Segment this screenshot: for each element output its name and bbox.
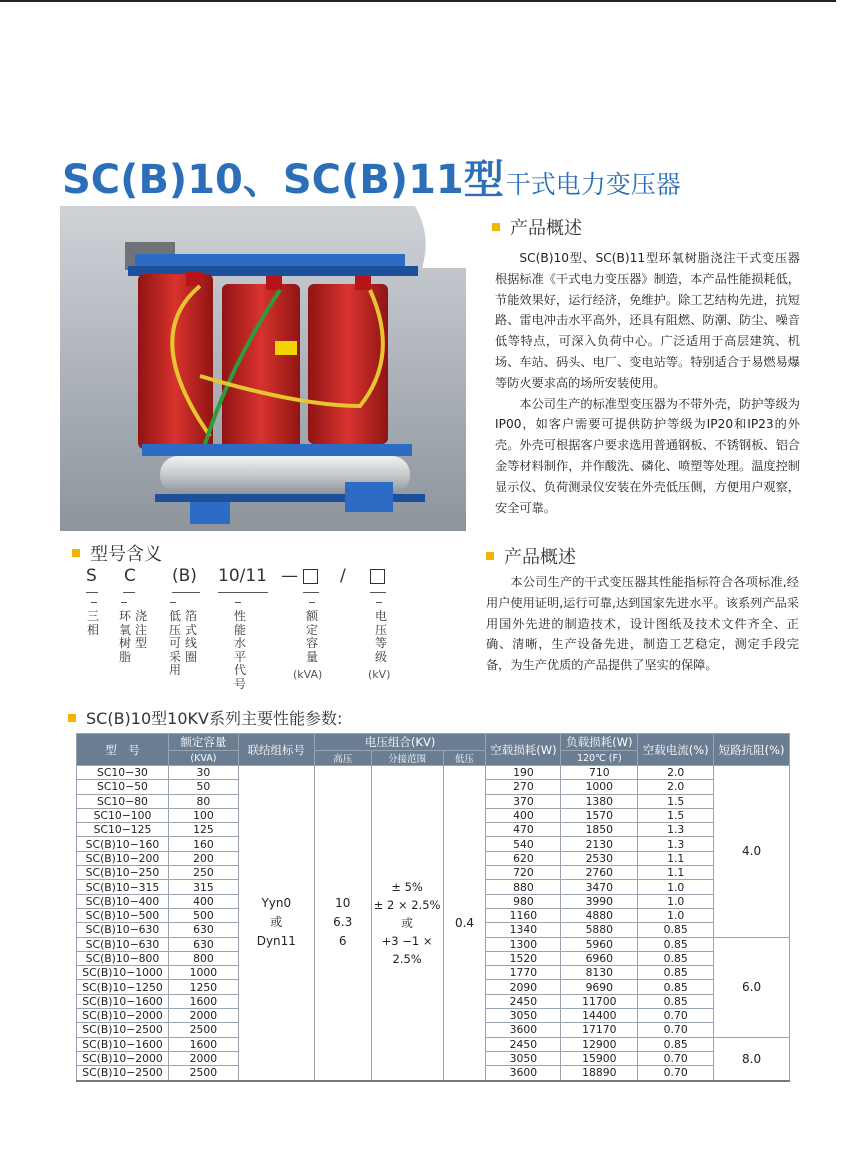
dash-line — [303, 592, 319, 593]
dash-line — [123, 592, 135, 593]
cell-noload: 400 — [486, 808, 561, 822]
cell-model: SC10−100 — [77, 808, 169, 822]
cell-noload: 2090 — [486, 980, 561, 994]
cell-model: SC(B)10−2500 — [77, 1066, 169, 1081]
tap-line: ± 2 × 2.5% — [373, 897, 441, 912]
group-line: 或 — [270, 915, 283, 930]
hv-line: 6 — [338, 934, 347, 949]
col-load: 负载损耗(W) — [561, 734, 638, 751]
cell-noload: 720 — [486, 866, 561, 880]
bullet-square-icon — [492, 223, 500, 231]
cell-capacity: 1250 — [168, 980, 238, 994]
model-perf: 10/11 — [218, 566, 267, 586]
cell-noload: 370 — [486, 794, 561, 808]
cell-current: 1.3 — [638, 837, 714, 851]
cell-model: SC10−125 — [77, 823, 169, 837]
bullet-square-icon — [68, 714, 76, 722]
cell-capacity: 160 — [168, 837, 238, 851]
cell-hv — [314, 766, 371, 1081]
table-heading: SC(B)10型10KV系列主要性能参数: — [68, 706, 342, 729]
cell-load: 18890 — [561, 1066, 638, 1081]
model-c: C — [124, 566, 136, 586]
cell-current: 1.0 — [638, 894, 714, 908]
dash-line — [370, 592, 386, 593]
label-capacity: 额定容量 — [305, 609, 318, 664]
tap-line: 或 — [401, 915, 413, 930]
cell-noload: 3050 — [486, 1009, 561, 1023]
cell-load: 2760 — [561, 866, 638, 880]
tick-line — [235, 602, 241, 603]
tick-line — [376, 602, 382, 603]
col-load-sub: 120℃ (F) — [561, 751, 638, 766]
label-foil-coil: 箔式线圈 — [184, 609, 197, 664]
cell-load: 3990 — [561, 894, 638, 908]
cell-model: SC(B)10−1600 — [77, 1037, 169, 1051]
cell-load: 8130 — [561, 966, 638, 980]
cell-current: 0.85 — [638, 937, 714, 951]
cell-capacity: 2000 — [168, 1051, 238, 1065]
cell-model: SC(B)10−500 — [77, 908, 169, 922]
overview1-text — [495, 248, 800, 518]
cell-model: SC(B)10−400 — [77, 894, 169, 908]
hv-line: 6.3 — [333, 915, 353, 930]
cell-current: 0.70 — [638, 1009, 714, 1023]
cell-load: 6960 — [561, 951, 638, 965]
tap-line: +3 −1 × 2.5% — [381, 933, 433, 966]
table-body — [77, 766, 790, 1081]
cell-noload: 3600 — [486, 1023, 561, 1037]
col-group: 联结组标号 — [238, 734, 314, 766]
cell-capacity: 2500 — [168, 1066, 238, 1081]
hv-line: 10 — [335, 896, 351, 911]
col-current: 空载电流(%) — [638, 734, 714, 766]
cell-current: 0.70 — [638, 1023, 714, 1037]
cell-current: 0.85 — [638, 951, 714, 965]
spec-table — [76, 733, 790, 1082]
label-voltage-unit: (kV) — [368, 668, 391, 681]
cell-model: SC(B)10−200 — [77, 851, 169, 865]
top-rule — [0, 0, 836, 2]
cell-model: SC(B)10−160 — [77, 837, 169, 851]
cell-capacity: 500 — [168, 908, 238, 922]
cell-model: SC(B)10−1000 — [77, 966, 169, 980]
col-hv: 高压 — [314, 751, 371, 766]
cell-current: 1.0 — [638, 908, 714, 922]
label-voltage: 电压等级 — [374, 609, 387, 664]
cell-capacity: 250 — [168, 866, 238, 880]
page-title — [62, 148, 681, 205]
cell-load: 4880 — [561, 908, 638, 922]
cell-noload: 2450 — [486, 1037, 561, 1051]
col-voltage: 电压组合(KV) — [314, 734, 486, 751]
cell-noload: 540 — [486, 837, 561, 851]
cell-noload: 270 — [486, 780, 561, 794]
cell-load: 5960 — [561, 937, 638, 951]
overview2-heading: 产品概述 — [486, 543, 576, 569]
bullet-square-icon — [72, 549, 80, 557]
cell-model: SC(B)10−315 — [77, 880, 169, 894]
cell-load: 11700 — [561, 994, 638, 1008]
cell-capacity: 2000 — [168, 1009, 238, 1023]
cell-capacity: 2500 — [168, 1023, 238, 1037]
cell-model: SC(B)10−250 — [77, 866, 169, 880]
model-b: (B) — [172, 566, 197, 586]
tap-line: ± 5% — [391, 879, 423, 894]
cell-noload: 3050 — [486, 1051, 561, 1065]
cell-model: SC10−30 — [77, 766, 169, 780]
dash-line — [86, 592, 98, 593]
cell-current: 0.85 — [638, 994, 714, 1008]
cell-capacity: 1600 — [168, 994, 238, 1008]
label-three-phase: 三相 — [86, 609, 99, 637]
cell-current: 0.85 — [638, 966, 714, 980]
model-voltage-box — [370, 569, 385, 589]
label-performance: 性能水平代号 — [233, 609, 246, 691]
cell-capacity: 50 — [168, 780, 238, 794]
model-capacity-box — [303, 569, 318, 589]
model-heading: 型号含义 — [72, 540, 162, 566]
cell-noload: 3600 — [486, 1066, 561, 1081]
cell-noload: 1340 — [486, 923, 561, 937]
cell-noload: 880 — [486, 880, 561, 894]
tick-line — [121, 602, 127, 603]
cell-model: SC10−50 — [77, 780, 169, 794]
overview1-heading: 产品概述 — [492, 214, 582, 240]
cell-load: 14400 — [561, 1009, 638, 1023]
cell-capacity: 80 — [168, 794, 238, 808]
cell-capacity: 30 — [168, 766, 238, 780]
model-s: S — [86, 566, 97, 586]
title-sub: 干式电力变压器 — [505, 170, 681, 199]
col-capacity-unit: (KVA) — [168, 751, 238, 766]
cell-current: 1.0 — [638, 880, 714, 894]
cell-load: 1380 — [561, 794, 638, 808]
cell-current: 1.5 — [638, 808, 714, 822]
cell-capacity: 400 — [168, 894, 238, 908]
cell-model: SC(B)10−2000 — [77, 1051, 169, 1065]
dash-line — [172, 592, 200, 593]
cell-load: 2530 — [561, 851, 638, 865]
cell-tap — [371, 766, 443, 1081]
cell-impedance: 4.0 — [714, 766, 790, 938]
cell-current: 0.85 — [638, 980, 714, 994]
cell-capacity: 315 — [168, 880, 238, 894]
cell-current: 1.5 — [638, 794, 714, 808]
cell-lv: 0.4 — [443, 766, 486, 1081]
col-impedance: 短路抗阻(%) — [714, 734, 790, 766]
group-line: Dyn11 — [256, 934, 296, 949]
cell-noload: 1160 — [486, 908, 561, 922]
cell-noload: 1520 — [486, 951, 561, 965]
cell-current: 2.0 — [638, 766, 714, 780]
group-line: Yyn0 — [261, 896, 292, 911]
cell-current: 1.1 — [638, 866, 714, 880]
cell-capacity: 100 — [168, 808, 238, 822]
label-low-voltage: 低压可采用 — [168, 609, 181, 677]
table-row — [77, 766, 790, 780]
col-lv: 低压 — [443, 751, 486, 766]
cell-noload: 1770 — [486, 966, 561, 980]
cell-model: SC(B)10−1600 — [77, 994, 169, 1008]
title-main: SC(B)10、SC(B)11型 — [62, 157, 504, 203]
cell-load: 1570 — [561, 808, 638, 822]
cell-load: 1000 — [561, 780, 638, 794]
cell-current: 0.70 — [638, 1051, 714, 1065]
tick-line — [309, 602, 315, 603]
cell-current: 0.85 — [638, 923, 714, 937]
cell-noload: 2450 — [486, 994, 561, 1008]
cell-model: SC(B)10−2000 — [77, 1009, 169, 1023]
cell-current: 0.70 — [638, 1066, 714, 1081]
overview2-text — [486, 572, 799, 676]
cell-impedance: 6.0 — [714, 937, 790, 1037]
cell-load: 710 — [561, 766, 638, 780]
overview1-p1: SC(B)10型、SC(B)11型环氧树脂浇注干式变压器根据标准《干式电力变压器》制造，本产品性能损耗低，节能效果好，运行经济，免维护。除工艺结构先进，抗短路、雷电冲击水平高外，还具有阻燃、防潮、防尘、噪音低等特点，可深入负荷中心。广泛适用于高层建筑、机场、车站、码头、电厂、变电站等。特别适合于易燃易爆等防火要求高的场所安装使用。 — [495, 251, 800, 390]
cell-load: 15900 — [561, 1051, 638, 1065]
tick-line — [170, 602, 176, 603]
cell-capacity: 800 — [168, 951, 238, 965]
cell-group — [238, 766, 314, 1081]
cell-current: 2.0 — [638, 780, 714, 794]
cell-capacity: 200 — [168, 851, 238, 865]
transformer-photo — [60, 206, 466, 531]
col-tap: 分接范围 — [371, 751, 443, 766]
cell-load: 9690 — [561, 980, 638, 994]
col-noload: 空载损耗(W) — [486, 734, 561, 766]
cell-load: 5880 — [561, 923, 638, 937]
cell-capacity: 1000 — [168, 966, 238, 980]
col-capacity: 额定容量 — [168, 734, 238, 751]
cell-capacity: 125 — [168, 823, 238, 837]
cell-load: 12900 — [561, 1037, 638, 1051]
dash-line — [218, 592, 268, 593]
overview2-p1: 本公司生产的干式变压器其性能指标符合各项标准,经用户使用证明,运行可靠,达到国家先进水平。该系列产品采用国外先进的制造技术，设计图纸及技术文件齐全、正确、清晰，生产设备先进，制造工艺稳定，测定手段完备，为生产优质的产品提供了坚实的保障。 — [486, 575, 799, 673]
tick-line — [91, 602, 97, 603]
cell-current: 0.85 — [638, 1037, 714, 1051]
cell-noload: 980 — [486, 894, 561, 908]
cell-load: 17170 — [561, 1023, 638, 1037]
cell-model: SC(B)10−630 — [77, 937, 169, 951]
cell-current: 1.1 — [638, 851, 714, 865]
cell-capacity: 630 — [168, 937, 238, 951]
cell-load: 2130 — [561, 837, 638, 851]
cell-capacity: 1600 — [168, 1037, 238, 1051]
cell-noload: 470 — [486, 823, 561, 837]
cell-noload: 190 — [486, 766, 561, 780]
overview1-p2: 本公司生产的标准型变压器为不带外壳，防护等级为IP00，如客户需要可提供防护等级为IP20和IP23的外壳。外壳可根据客户要求选用普通钢板、不锈钢板、铝合金等材料制作，并作酸洗、磷化、喷塑等处理。温度控制显示仪、负荷测录仪安装在外壳低压侧，方便用户观察，安全可靠。 — [495, 396, 800, 515]
cell-current: 1.3 — [638, 823, 714, 837]
cell-model: SC(B)10−2500 — [77, 1023, 169, 1037]
cell-model: SC(B)10−630 — [77, 923, 169, 937]
label-cast-type: 浇注型 — [134, 609, 147, 650]
model-slash: / — [340, 566, 346, 586]
cell-capacity: 630 — [168, 923, 238, 937]
cell-noload: 1300 — [486, 937, 561, 951]
cell-model: SC(B)10−800 — [77, 951, 169, 965]
bullet-square-icon — [486, 552, 494, 560]
cell-model: SC(B)10−1250 — [77, 980, 169, 994]
cell-noload: 620 — [486, 851, 561, 865]
label-epoxy: 环氧树脂 — [118, 609, 131, 664]
model-dash: — — [281, 566, 298, 586]
cell-load: 1850 — [561, 823, 638, 837]
cell-load: 3470 — [561, 880, 638, 894]
col-model: 型 号 — [77, 734, 169, 766]
cell-impedance: 8.0 — [714, 1037, 790, 1080]
label-capacity-unit: (kVA) — [293, 668, 323, 681]
cell-model: SC10−80 — [77, 794, 169, 808]
